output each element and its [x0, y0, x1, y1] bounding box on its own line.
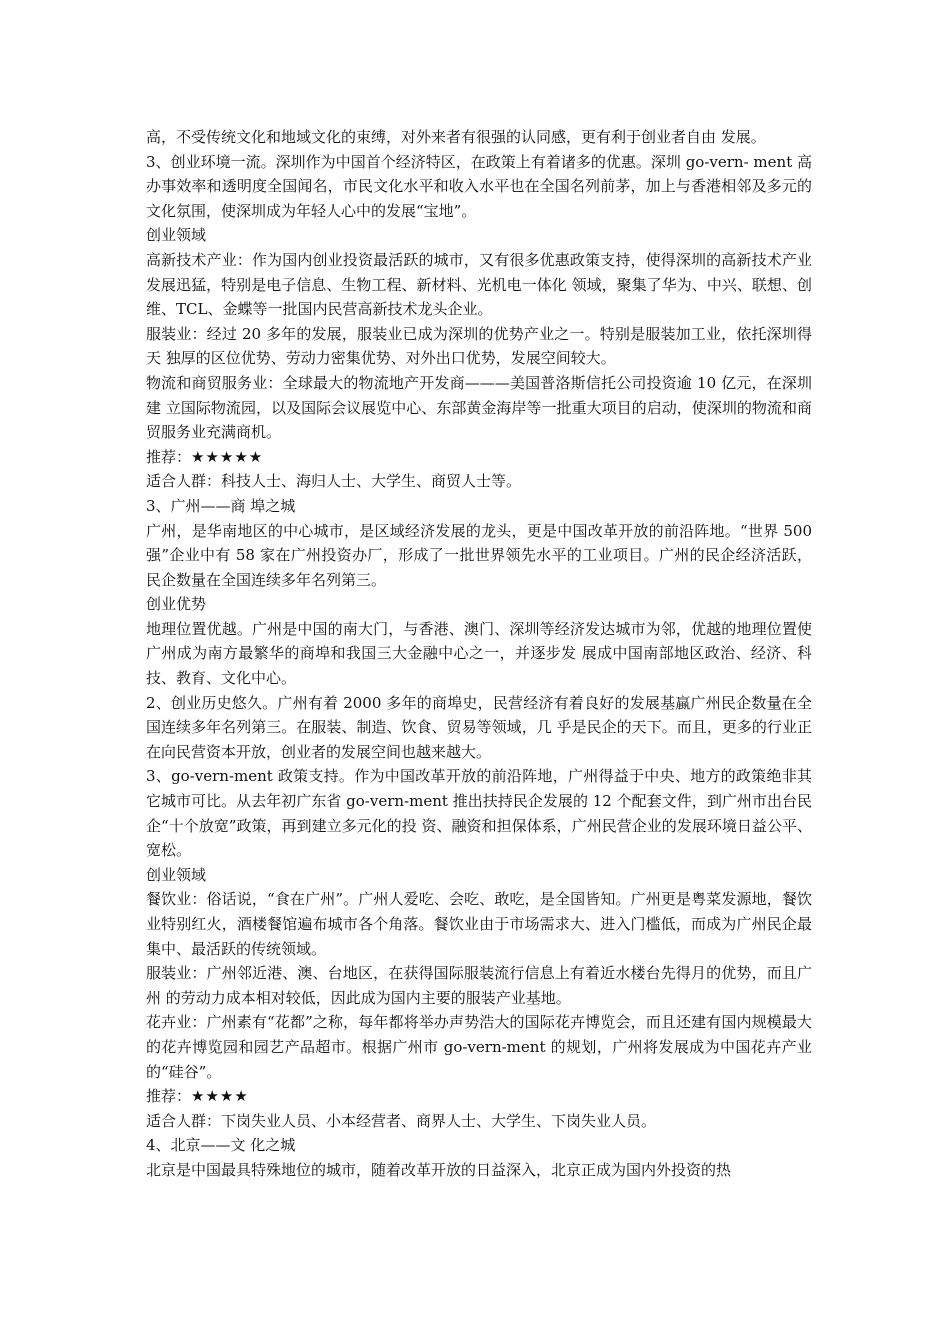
rating-shenzhen: [146, 445, 812, 470]
section-heading-advantages: 创业优势: [146, 595, 207, 614]
section-heading-fields: 创业领域: [146, 226, 207, 245]
paragraph-shenzhen-environment: 3、创业环境一流。深圳作为中国首个经济特区，在政策上有着诸多的优惠。深圳 go-vern- ment 高办事效率和透明度全国闻名，市民文化水平和收入水平也在全国名列前茅，加上与香港相邻及多元的文化氛围，使深圳成为年轻人心中的发展“宝地”。: [146, 152, 812, 220]
paragraph-target-group-guangzhou: 适合人群：下岗失业人员、小本经营者、商界人士、大学生、下岗失业人员。: [146, 1111, 657, 1130]
paragraph-hightech: 高新技术产业：作为国内创业投资最活跃的城市，又有很多优惠政策支持，使得深圳的高新技术产业发展迅猛，特别是电子信息、生物工程、新材料、光机电一体化 领域，聚集了华为、中兴、联想、创维、TCL、金蝶等一批国内民营高新技术龙头企业。: [146, 250, 812, 319]
star-rating-icon: ★★★★★: [191, 447, 264, 466]
document-page: [146, 125, 812, 1183]
paragraph-catering: 餐饮业：俗话说，“食在广州”。广州人爱吃、会吃、敢吃，是全国皆知。广州更是粤菜发源地，餐饮 业特别红火，酒楼餐馆遍布城市各个角落。餐饮业由于市场需求大、进入门槛低，而成为广州民企最集中、最活跃的传统领域。: [146, 890, 812, 958]
paragraph-guangzhou-intro: 广州，是华南地区的中心城市，是区域经济发展的龙头，更是中国改革开放的前沿阵地。“世界 500 强”企业中有 58 家在广州投资办厂，形成了一批世界领先水平的工业项目。广州的民企经济活跃，民企数量在全国连续多年名列第三。: [146, 521, 812, 589]
star-rating-icon: ★★★★: [191, 1087, 249, 1106]
paragraph-shenzhen-culture: 高，不受传统文化和地域文化的束缚，对外来者有很强的认同感，更有利于创业者自由 发展。: [146, 128, 766, 146]
paragraph-history: 2、创业历史悠久。广州有着 2000 多年的商埠史，民营经济有着良好的发展基蠃广州民企数量在全国连续多年名列第三。在服装、制造、饮食、贸易等领域，几 乎是民企的天下。而且，更多的行业正在向民营资本开放，创业者的发展空间也越来越大。: [146, 693, 812, 761]
paragraph-geography: 地理位置优越。广州是中国的南大门，与香港、澳门、深圳等经济发达城市为邻，优越的地理位置使广州成为南方最繁华的商埠和我国三大金融中心之一，并逐步发 展成中国南部地区政治、经济、科技、教育、文化中心。: [146, 619, 812, 688]
rating-label: 推荐：: [146, 447, 192, 466]
rating-label: 推荐：: [146, 1087, 192, 1106]
section-heading-beijing: 4、北京——文 化之城: [146, 1136, 296, 1155]
paragraph-clothing: 服装业：经过 20 多年的发展，服装业已成为深圳的优势产业之一。特别是服装加工业，依托深圳得天 独厚的区位优势、劳动力密集优势、对外出口优势，发展空间较大。: [146, 324, 812, 368]
paragraph-beijing-intro: 北京是中国最具特殊地位的城市，随着改革开放的日益深入，北京正成为国内外投资的热: [146, 1160, 732, 1179]
rating-guangzhou: [146, 1084, 812, 1109]
section-heading-fields-guangzhou: 创业领域: [146, 865, 207, 884]
paragraph-logistics: 物流和商贸服务业：全球最大的物流地产开发商———美国普洛斯信托公司投资逾 10 亿元，在深圳建 立国际物流园，以及国际会议展览中心、东部黄金海岸等一批重大项目的启动，使深圳的物流和商贸服务业充满商机。: [146, 373, 812, 442]
paragraph-policy: 3、go-vern-ment 政策支持。作为中国改革开放的前沿阵地，广州得益于中央、地方的政策绝非其它城市可比。从去年初广东省 go-vern-ment 推出扶持民企发展的 12 个配套文件，到广州市出台民企“十个放宽”政策，再到建立多元化的投 资、融资和担保体系，广州民营企业的发展环境日益公平、宽松。: [146, 767, 812, 860]
paragraph-clothing-guangzhou: 服装业：广州邻近港、澳、台地区，在获得国际服装流行信息上有着近水楼台先得月的优势，而且广州 的劳动力成本相对较低，因此成为国内主要的服装产业基地。: [146, 964, 812, 1007]
paragraph-target-group: 适合人群：科技人士、海归人士、大学生、商贸人士等。: [146, 472, 522, 491]
paragraph-flowers: 花卉业：广州素有“花都”之称，每年都将举办声势浩大的国际花卉博览会，而且还建有国内规模最大 的花卉博览园和园艺产品超市。根据广州市 go-vern-ment 的规划，广州将发展成为中国花卉产业的“硅谷”。: [146, 1013, 812, 1081]
section-heading-guangzhou: 3、广州——商 埠之城: [146, 496, 296, 515]
